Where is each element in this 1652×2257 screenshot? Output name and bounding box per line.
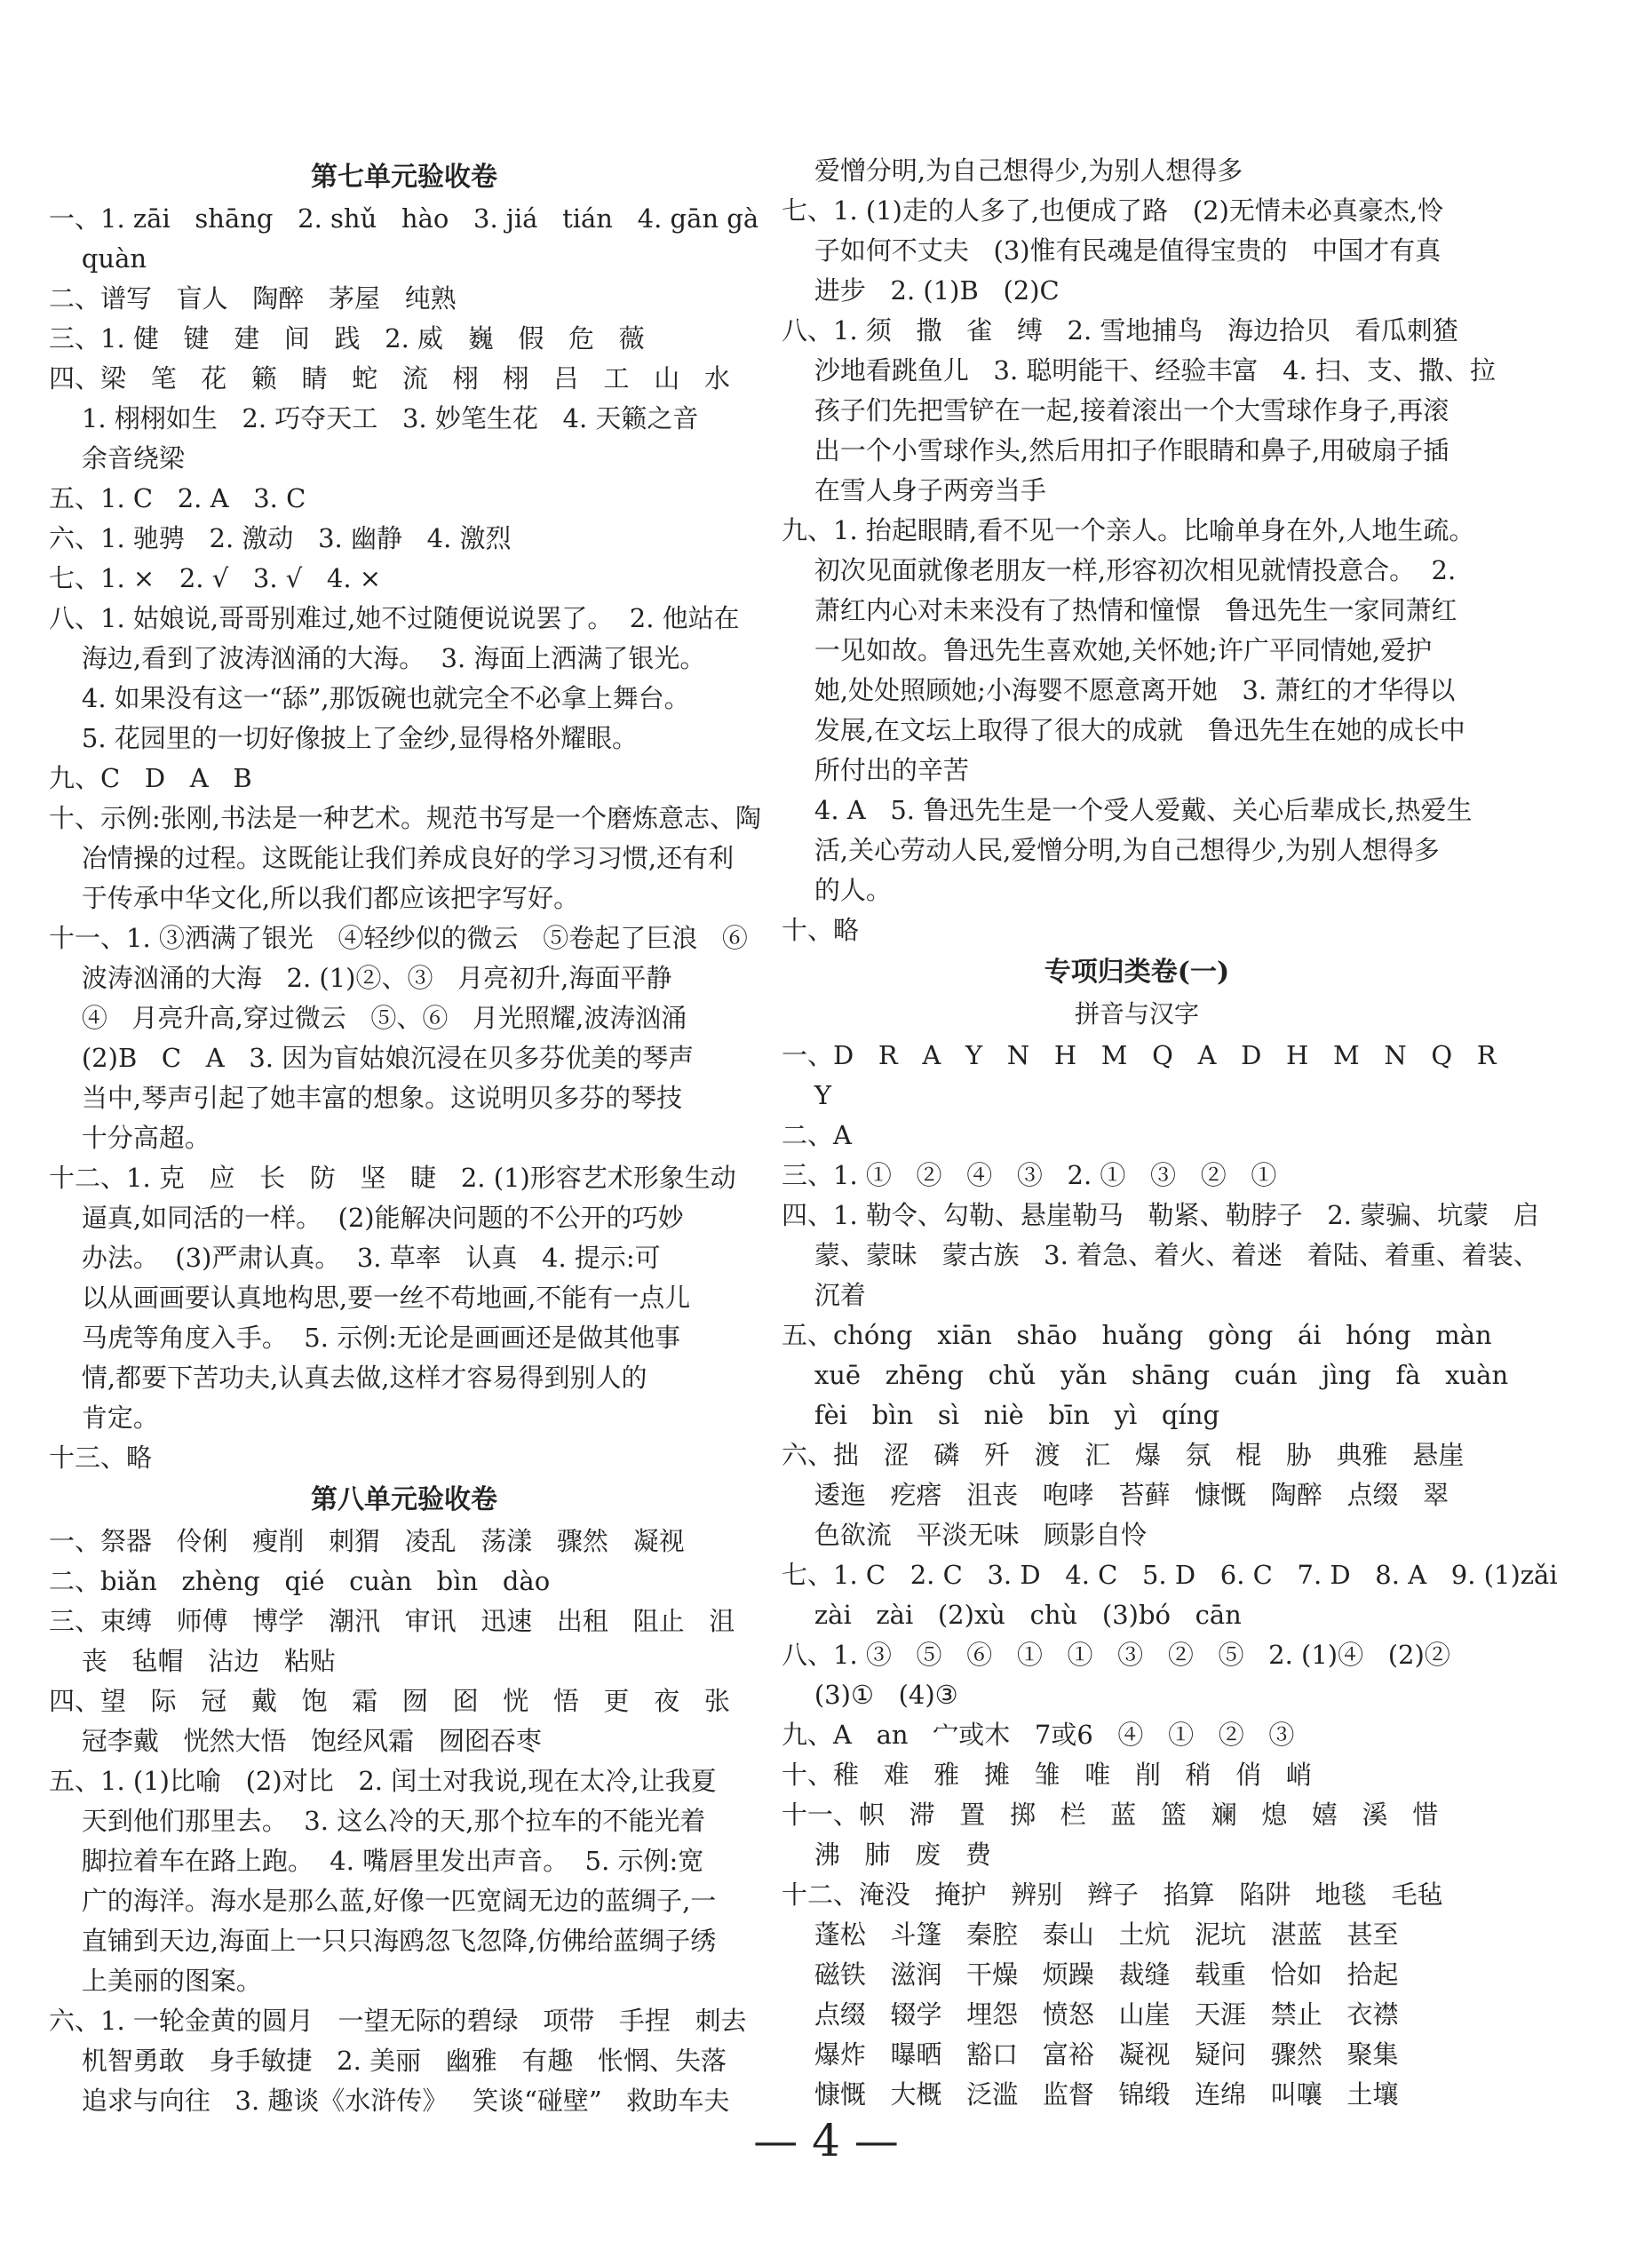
answer-line: 七、1. × 2. √ 3. √ 4. × bbox=[49, 563, 382, 593]
answer-line: ④ 月亮升高,穿过微云 ⑤、⑥ 月光照耀,波涛汹涌 bbox=[49, 1003, 687, 1033]
answer-line: 一、D R A Y N H M Q A D H M N Q R bbox=[782, 1040, 1497, 1070]
answer-line: 5. 花园里的一切好像披上了金纱,显得格外耀眼。 bbox=[49, 723, 638, 753]
answer-line: 她,处处照顾她;小海婴不愿意离开她 3. 萧红的才华得以 bbox=[782, 675, 1456, 705]
answer-line: 九、1. 抬起眼睛,看不见一个亲人。比喻单身在外,人地生疏。 bbox=[782, 515, 1475, 545]
answer-line: 孩子们先把雪铲在一起,接着滚出一个大雪球作身子,再滚 bbox=[782, 395, 1449, 425]
answer-line: 三、1. 健 键 建 间 践 2. 威 巍 假 危 薇 bbox=[49, 323, 645, 354]
answer-line: 九、A an 宀或木 7或6 ④ ① ② ③ bbox=[782, 1720, 1295, 1750]
answer-line: 磁铁 滋润 干燥 烦躁 裁缝 载重 恰如 拾起 bbox=[782, 1959, 1399, 1990]
answer-line: 爱憎分明,为自己想得少,为别人想得多 bbox=[782, 155, 1243, 186]
answer-line: 于传承中华文化,所以我们都应该把字写好。 bbox=[49, 883, 580, 913]
answer-line: 沙地看跳鱼儿 3. 聪明能干、经验丰富 4. 扫、支、撒、拉 bbox=[782, 355, 1496, 385]
answer-line: 所付出的辛苦 bbox=[782, 755, 969, 785]
answer-line: 十、略 bbox=[782, 915, 860, 945]
answer-line: 蒙、蒙昧 蒙古族 3. 着急、着火、着迷 着陆、着重、着装、 bbox=[782, 1240, 1539, 1270]
answer-line: 冠李戴 恍然大悟 饱经风霜 囫囵吞枣 bbox=[49, 1726, 542, 1756]
answer-line: (3)① (4)③ bbox=[782, 1680, 958, 1710]
answer-line: 马虎等角度入手。 5. 示例:无论是画画还是做其他事 bbox=[49, 1323, 680, 1353]
answer-line: 四、梁 笔 花 籁 睛 蛇 流 栩 栩 吕 工 山 水 bbox=[49, 363, 730, 393]
answer-line: 十一、帜 滞 置 掷 栏 蓝 篮 斓 熄 嬉 溪 惜 bbox=[782, 1800, 1439, 1830]
right-column bbox=[782, 151, 1558, 2115]
answer-line: 一、祭器 伶俐 瘦削 刺猬 凌乱 荡漾 骤然 凝视 bbox=[49, 1526, 685, 1556]
answer-line: 广的海洋。海水是那么蓝,好像一匹宽阔无边的蓝绸子,一 bbox=[49, 1886, 717, 1916]
answer-line: 余音绕梁 bbox=[49, 443, 185, 473]
answer-line: 冶情操的过程。这既能让我们养成良好的学习习惯,还有利 bbox=[49, 843, 735, 873]
special-answers bbox=[782, 1036, 1558, 2115]
answer-line: 九、C D A B bbox=[49, 763, 252, 793]
answer-line: 六、1. 驰骋 2. 激动 3. 幽静 4. 激烈 bbox=[49, 523, 512, 553]
answer-line: 出一个小雪球作头,然后用扣子作眼睛和鼻子,用破扇子插 bbox=[782, 435, 1449, 465]
answer-line: 爆炸 曝晒 豁口 富裕 凝视 疑问 骤然 聚集 bbox=[782, 2039, 1399, 2070]
special-subtitle: 拼音与汉字 bbox=[1074, 999, 1199, 1029]
answer-line: 二、谱写 盲人 陶醉 茅屋 纯熟 bbox=[49, 283, 457, 314]
answer-line: 十一、1. ③洒满了银光 ④轻纱似的微云 ⑤卷起了巨浪 ⑥ bbox=[49, 923, 748, 953]
answer-line: 三、1. ① ② ④ ③ 2. ① ③ ② ① bbox=[782, 1160, 1277, 1190]
answer-line: 机智勇敢 身手敏捷 2. 美丽 幽雅 有趣 怅惘、失落 bbox=[49, 2046, 727, 2076]
answer-line: 子如何不丈夫 (3)惟有民魂是值得宝贵的 中国才有真 bbox=[782, 235, 1442, 266]
answer-line: 五、1. C 2. A 3. C bbox=[49, 483, 306, 513]
answer-line: 活,关心劳动人民,爱憎分明,为自己想得少,为别人想得多 bbox=[782, 835, 1440, 865]
answer-line: 波涛汹涌的大海 2. (1)②、③ 月亮初升,海面平静 bbox=[49, 963, 672, 993]
answer-line: 脚拉着车在路上跑。 4. 嘴唇里发出声音。 5. 示例:宽 bbox=[49, 1846, 704, 1876]
answer-line: 当中,琴声引起了她丰富的想象。这说明贝多芬的琴技 bbox=[49, 1083, 683, 1113]
answer-line: 上美丽的图案。 bbox=[49, 1966, 262, 1996]
unit8-title: 第八单元验收卷 bbox=[311, 1484, 497, 1515]
answer-line: 在雪人身子两旁当手 bbox=[782, 475, 1046, 505]
answer-line: 沉着 bbox=[782, 1280, 866, 1310]
answer-line: 五、chóng xiān shāo huǎng gòng ái hóng màn bbox=[782, 1320, 1492, 1350]
answer-line: 点缀 辍学 埋怨 愤怒 山崖 天涯 禁止 衣襟 bbox=[782, 1999, 1399, 2030]
answer-line: 肯定。 bbox=[49, 1403, 159, 1433]
answer-line: 三、束缚 师傅 博学 潮汛 审讯 迅速 出租 阻止 沮 bbox=[49, 1606, 735, 1636]
special-title: 专项归类卷(一) bbox=[1044, 957, 1230, 988]
unit7-answers bbox=[49, 199, 759, 1478]
answer-line: 六、1. 一轮金黄的圆月 一望无际的碧绿 项带 手捏 刺去 bbox=[49, 2006, 747, 2036]
answer-line: 五、1. (1)比喻 (2)对比 2. 闰土对我说,现在太冷,让我夏 bbox=[49, 1766, 717, 1796]
answer-line: 慷慨 大概 泛滥 监督 锦缎 连绵 叫嚷 土壤 bbox=[782, 2079, 1399, 2110]
answer-line: fèi bìn sì niè bīn yì qíng bbox=[782, 1400, 1220, 1430]
answer-line: 八、1. 姑娘说,哥哥别难过,她不过随便说说罢了。 2. 他站在 bbox=[49, 603, 740, 633]
answer-line: 七、1. (1)走的人多了,也便成了路 (2)无情未必真豪杰,怜 bbox=[782, 195, 1444, 226]
answer-line: 蓬松 斗篷 秦腔 泰山 土炕 泥坑 湛蓝 甚至 bbox=[782, 1919, 1399, 1950]
answer-line: 十、示例:张刚,书法是一种艺术。规范书写是一个磨炼意志、陶 bbox=[49, 803, 761, 833]
answer-line: 4. A 5. 鲁迅先生是一个受人爱戴、关心后辈成长,热爱生 bbox=[782, 795, 1473, 825]
answer-line: 4. 如果没有这一“舔”,那饭碗也就完全不必拿上舞台。 bbox=[49, 683, 690, 713]
answer-line: 追求与向往 3. 趣谈《水浒传》 笑谈“碰壁” 救助车夫 bbox=[49, 2086, 730, 2116]
answer-line: xuē zhēng chǔ yǎn shāng cuán jìng fà xuàn bbox=[782, 1360, 1509, 1390]
answer-line: Y bbox=[782, 1080, 832, 1110]
answer-line: 进步 2. (1)B (2)C bbox=[782, 275, 1060, 306]
answer-line: 十、稚 难 雅 摊 雏 唯 削 稍 俏 峭 bbox=[782, 1760, 1312, 1790]
answer-line: 一见如故。鲁迅先生喜欢她,关怀她;许广平同情她,爱护 bbox=[782, 635, 1433, 665]
answer-line: 四、1. 勒令、勾勒、悬崖勒马 勒紧、勒脖子 2. 蒙骗、坑蒙 启 bbox=[782, 1200, 1539, 1230]
left-column bbox=[49, 155, 759, 2121]
answer-line: zài zài (2)xù chù (3)bó cān bbox=[782, 1600, 1242, 1630]
answer-line: 十二、1. 克 应 长 防 坚 睫 2. (1)形容艺术形象生动 bbox=[49, 1163, 736, 1193]
unit7-title: 第七单元验收卷 bbox=[311, 162, 497, 193]
answer-line: 直铺到天边,海面上一只只海鸥忽飞忽降,仿佛给蓝绸子绣 bbox=[49, 1926, 717, 1956]
answer-line: 情,都要下苦功夫,认真去做,这样才容易得到别人的 bbox=[49, 1363, 647, 1393]
continued-answers bbox=[782, 151, 1496, 950]
answer-line: 十三、略 bbox=[49, 1442, 153, 1473]
unit8-answers bbox=[49, 1522, 759, 2121]
answer-line: 初次见面就像老朋友一样,形容初次相见就情投意合。 2. bbox=[782, 555, 1457, 585]
answer-line: 发展,在文坛上取得了很大的成就 鲁迅先生在她的成长中 bbox=[782, 715, 1465, 745]
answer-line: 天到他们那里去。 3. 这么冷的天,那个拉车的不能光着 bbox=[49, 1806, 706, 1836]
answer-line: 以从画画要认真地构思,要一丝不苟地画,不能有一点儿 bbox=[49, 1283, 691, 1313]
answer-line: 八、1. 须 撒 雀 缚 2. 雪地捕鸟 海边拾贝 看瓜刺猹 bbox=[782, 315, 1458, 346]
answer-line: 一、1. zāi shāng 2. shǔ hào 3. jiá tián 4. gān gà bbox=[49, 203, 759, 234]
answer-line: 沸 肺 废 费 bbox=[782, 1840, 991, 1870]
answer-line: 六、拙 涩 磷 歼 渡 汇 爆 氛 棍 胁 典雅 悬崖 bbox=[782, 1440, 1465, 1470]
answer-line: 七、1. C 2. C 3. D 4. C 5. D 6. C 7. D 8. A 9. (1)zǎi bbox=[782, 1560, 1558, 1590]
answer-line: 丧 毡帽 沾边 粘贴 bbox=[49, 1646, 336, 1676]
answer-line: 二、biǎn zhèng qié cuàn bìn dào bbox=[49, 1566, 551, 1596]
answer-line: 逶迤 疙瘩 沮丧 咆哮 苔藓 慷慨 陶醉 点缀 翠 bbox=[782, 1480, 1449, 1510]
answer-line: 十分高超。 bbox=[49, 1123, 210, 1153]
answer-line: 办法。 (3)严肃认真。 3. 草率 认真 4. 提示:可 bbox=[49, 1243, 661, 1273]
answer-line: 八、1. ③ ⑤ ⑥ ① ① ③ ② ⑤ 2. (1)④ (2)② bbox=[782, 1640, 1450, 1670]
answer-line: 二、A bbox=[782, 1120, 852, 1150]
answer-line: 十二、淹没 掩护 辨别 辫子 掐算 陷阱 地毯 毛毡 bbox=[782, 1880, 1443, 1910]
answer-line: quàn bbox=[49, 243, 147, 274]
answer-line: 的人。 bbox=[782, 875, 892, 905]
answer-line: 四、望 际 冠 戴 饱 霜 囫 囵 恍 悟 更 夜 张 bbox=[49, 1686, 730, 1716]
page-number: — 4 — bbox=[753, 2115, 899, 2166]
answer-line: 海边,看到了波涛汹涌的大海。 3. 海面上洒满了银光。 bbox=[49, 643, 706, 673]
answer-line: 1. 栩栩如生 2. 巧夺天工 3. 妙笔生花 4. 天籁之音 bbox=[49, 403, 699, 433]
answer-line: (2)B C A 3. 因为盲姑娘沉浸在贝多芬优美的琴声 bbox=[49, 1043, 695, 1073]
answer-line: 萧红内心对未来没有了热情和憧憬 鲁迅先生一家同萧红 bbox=[782, 595, 1457, 625]
answer-line: 逼真,如同活的一样。 (2)能解决问题的不公开的巧妙 bbox=[49, 1203, 684, 1233]
answer-line: 色欲流 平淡无味 顾影自怜 bbox=[782, 1520, 1148, 1550]
